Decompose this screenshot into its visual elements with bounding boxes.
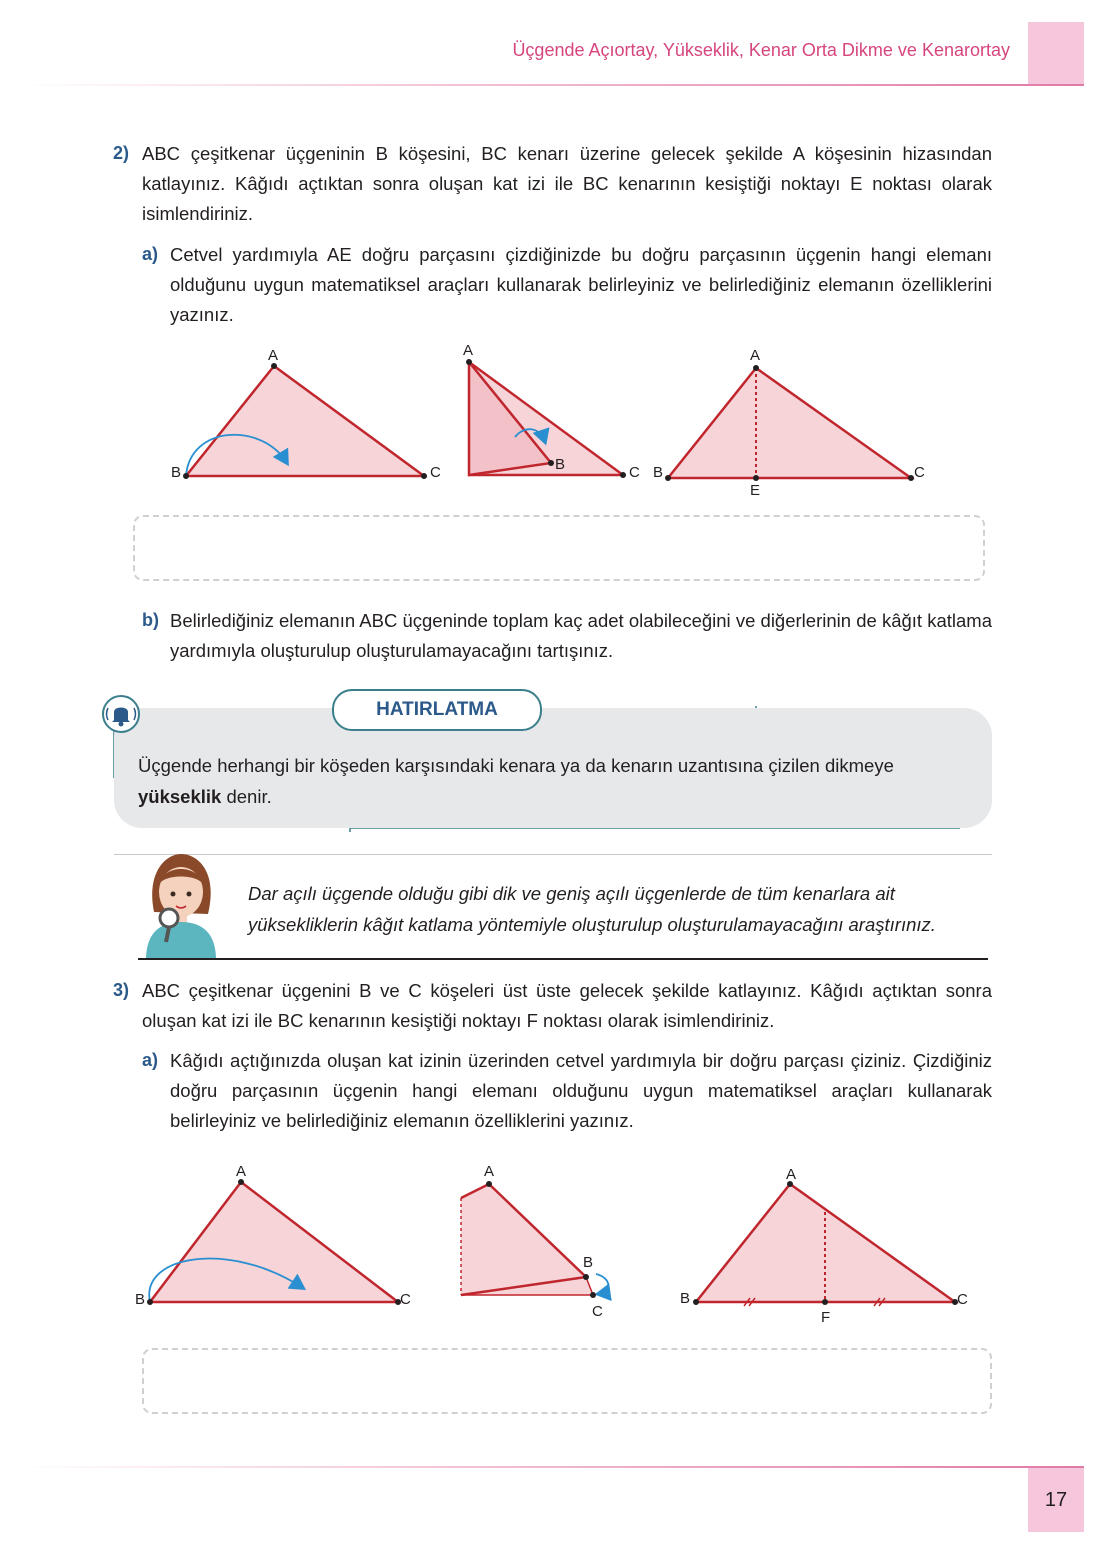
question-3a-text: Kâğıdı açtığınızda oluşan kat izinin üzerinden cetvel yardımıyla bir doğru parçası çiziniz. Çizdiğiniz doğru parçasının üçgenin hangi elemanı olduğunu uygun matematiksel araçları kullanarak belirleyiniz ve belirlediğiniz elemanın özelliklerini yazınız. [170, 1050, 992, 1131]
label-A: A [268, 347, 279, 364]
question-2a-text: Cetvel yardımıyla AE doğru parçasını çizdiğinizde bu doğru parçasının üçgenin hangi elemanı olduğunu uygun matematiksel araçları kullanarak belirleyiniz ve belirlediğiniz elemanın özelliklerini yazınız. [170, 244, 992, 325]
figure-2 [0, 330, 1106, 500]
label-B: B [135, 1291, 146, 1308]
question-2b-label: b) [142, 610, 159, 630]
header-tab-decoration [1028, 22, 1084, 84]
label-A: A [786, 1166, 797, 1183]
label-A: A [750, 347, 761, 364]
answer-box-2a[interactable] [133, 515, 985, 581]
question-2-number: 2) [113, 143, 130, 163]
question-2a-label: a) [142, 244, 159, 264]
question-3-number: 3) [113, 980, 130, 1000]
label-A: A [484, 1163, 495, 1180]
label-B: B [680, 1290, 691, 1307]
header-divider [20, 84, 1084, 86]
note-divider-bottom [138, 958, 988, 960]
figure-3 [0, 1150, 1106, 1330]
student-avatar [136, 852, 226, 960]
label-C: C [400, 1291, 411, 1308]
answer-box-3a[interactable] [142, 1348, 992, 1414]
label-B: B [653, 464, 664, 481]
fig2-triangle-3 [653, 347, 925, 499]
fig3-triangle-2 [461, 1163, 608, 1320]
label-A: A [236, 1163, 247, 1180]
label-C: C [914, 464, 925, 481]
label-F: F [821, 1309, 831, 1326]
bell-icon [100, 694, 144, 734]
fold-arrow [596, 1274, 608, 1294]
question-2b-text: Belirlediğiniz elemanın ABC üçgeninde toplam kaç adet olabileceğini ve diğerlerinin de kâğıt katlama yardımıyla oluşturulup oluşturulamayacağını tartışınız. [170, 610, 992, 661]
page-number: 17 [1028, 1468, 1084, 1532]
fig3-triangle-1 [135, 1163, 411, 1308]
reminder-text: Üçgende herhangi bir köşeden karşısındaki kenara ya da kenarın uzantısına çizilen dikmeye yükseklik denir. [138, 755, 894, 807]
question-3a-label: a) [142, 1050, 159, 1070]
label-C: C [430, 464, 441, 481]
label-A: A [463, 342, 474, 359]
label-C: C [957, 1291, 968, 1308]
label-C: C [629, 464, 640, 481]
chapter-title: Üçgende Açıortay, Yükseklik, Kenar Orta Dikme ve Kenarortay [512, 40, 1010, 60]
question-3-text: ABC çeşitkenar üçgenini B ve C köşeleri üst üste gelecek şekilde katlayınız. Kâğıdı açtıktan sonra oluşan kat izi ile BC kenarının kesiştiği noktayı F noktası olarak isimlendiriniz. [142, 980, 992, 1031]
label-E: E [750, 482, 761, 499]
fig3-triangle-3 [680, 1166, 968, 1326]
fig2-triangle-2 [463, 342, 640, 481]
label-C: C [592, 1303, 603, 1320]
label-B: B [583, 1254, 594, 1271]
label-B: B [555, 456, 566, 473]
label-B: B [171, 464, 182, 481]
reminder-badge: HATIRLATMA [332, 689, 542, 731]
fig2-triangle-1 [171, 347, 441, 481]
note-divider-top [114, 854, 992, 855]
footer-divider [20, 1466, 1084, 1468]
question-2-text: ABC çeşitkenar üçgeninin B köşesini, BC kenarı üzerine gelecek şekilde A köşesinin hizasından katlayınız. Kâğıdı açtıktan sonra oluşan kat izi ile BC kenarının kesiştiği noktayı E noktası olarak isimlendiriniz. [142, 143, 992, 224]
research-note-text: Dar açılı üçgende olduğu gibi dik ve geniş açılı üçgenlerde de tüm kenarlara ait yüksekliklerin kâğıt katlama yöntemiyle oluşturulup oluşturulamayacağını araştırınız. [248, 883, 936, 935]
